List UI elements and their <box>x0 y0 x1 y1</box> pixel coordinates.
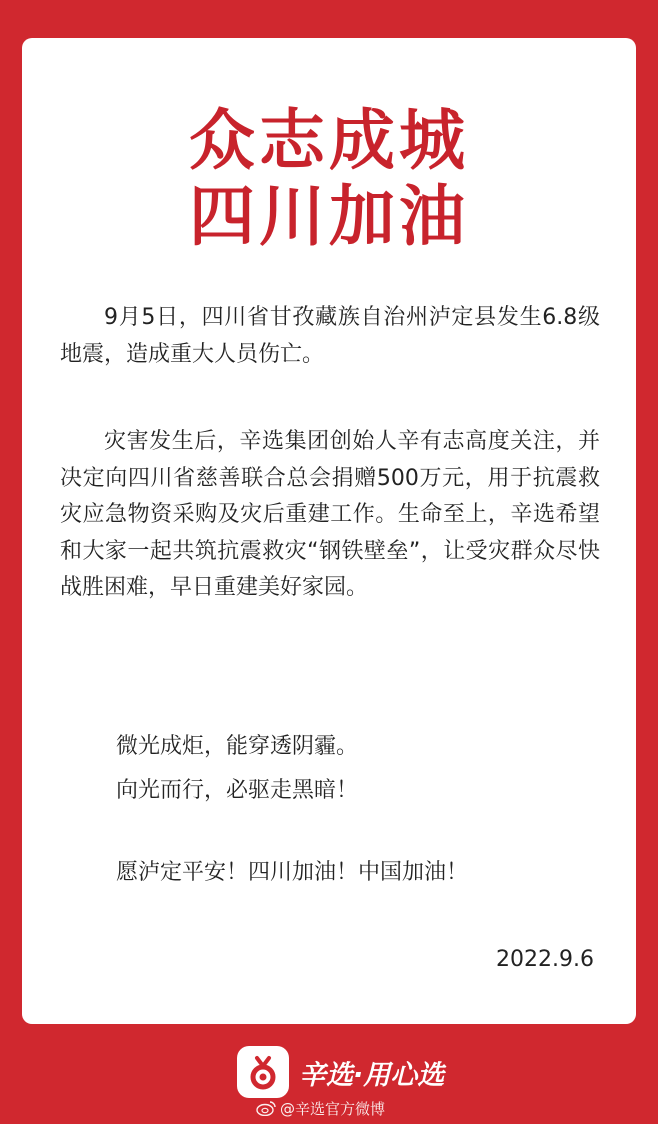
paragraph-donation: 灾害发生后，辛选集团创始人辛有志高度关注，并决定向四川省慈善联合总会捐赠500万元，用于抗震救灾应急物资采购及灾后重建工作。生命至上，辛选希望和大家一起共筑抗震救灾“钢铁壁垒”，让受灾群众尽快战胜困难，早日重建美好家园。 <box>60 429 600 600</box>
title-line-2: 四川加油 <box>189 178 469 255</box>
blessing-line: 愿泸定平安！四川加油！中国加油！ <box>116 860 469 885</box>
slogan-line-2: 向光而行，必驱走黑暗！ <box>116 778 359 803</box>
brand-footer <box>237 1046 444 1098</box>
statement-date: 2022.9.6 <box>496 947 594 972</box>
weibo-handle: @辛选官方微博 <box>280 1099 386 1118</box>
title-line-1: 众志成城 <box>189 102 469 179</box>
statement-card <box>22 38 636 1024</box>
paragraph-earthquake: 9月5日，四川省甘孜藏族自治州泸定县发生6.8级地震，造成重大人员伤亡。 <box>60 305 600 367</box>
brand-slogan: 辛选·用心选 <box>299 1059 445 1091</box>
weibo-icon <box>256 1100 276 1116</box>
weibo-watermark <box>256 1098 385 1118</box>
xinxuan-logo-icon <box>237 1046 289 1098</box>
slogan-line-1: 微光成炬，能穿透阴霾。 <box>116 734 359 759</box>
